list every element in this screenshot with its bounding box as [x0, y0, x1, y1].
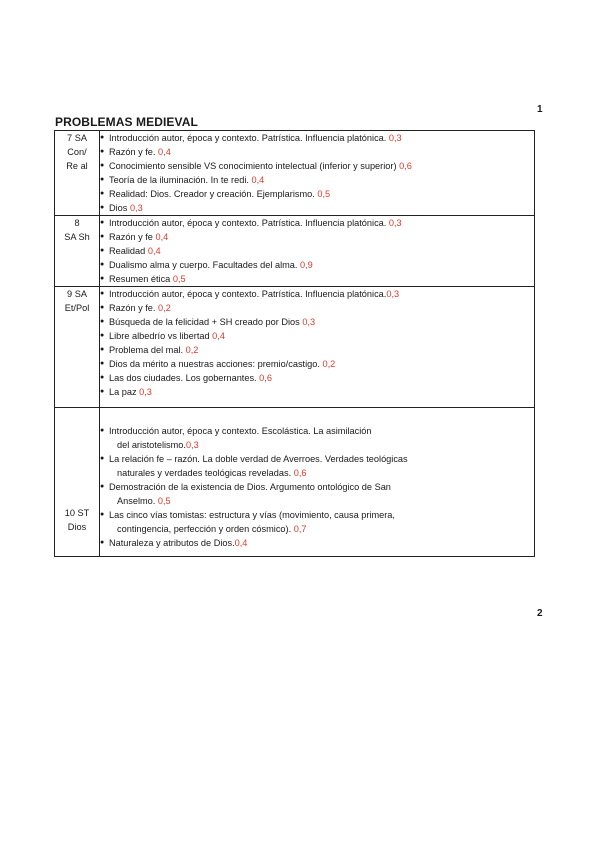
- item-score: 0,4: [212, 331, 225, 341]
- item-score: 0,4: [234, 538, 248, 548]
- list-item: [100, 173, 534, 187]
- item-text: La paz: [109, 387, 140, 397]
- row-label-line: 7 SA: [67, 133, 87, 143]
- list-item: [100, 201, 534, 215]
- list-item: [100, 258, 534, 272]
- item-text: Introducción autor, época y contexto. Patrística. Influencia platónica.: [109, 133, 389, 143]
- topic-list: [100, 424, 534, 550]
- item-score: 0,4: [158, 147, 171, 157]
- row-label-line: Et/Pol: [64, 303, 90, 313]
- page-number: 2: [537, 608, 543, 619]
- item-text: Dualismo alma y cuerpo. Facultades del alma.: [109, 260, 300, 270]
- list-item: [100, 357, 534, 371]
- list-item: [100, 131, 534, 145]
- item-text: Búsqueda de la felicidad + SH creado por Dios: [109, 317, 303, 327]
- item-text: La relación fe – razón. La doble verdad de Averroes. Verdades teológicas: [109, 454, 408, 464]
- row-label: [55, 287, 100, 408]
- topics-table: [54, 130, 535, 557]
- item-score: 0,6: [259, 373, 272, 383]
- item-score: 0,5: [157, 496, 171, 506]
- item-score: 0,6: [293, 468, 307, 478]
- list-item: [100, 159, 534, 173]
- topic-list: [100, 131, 534, 215]
- row-label-line: SA Sh: [64, 232, 90, 242]
- item-score: 0,3: [386, 289, 400, 299]
- table-row: [55, 216, 535, 287]
- item-text: Razón y fe.: [109, 147, 159, 157]
- item-score: 0,3: [185, 440, 199, 450]
- row-label: [55, 408, 100, 557]
- list-item: [100, 508, 534, 536]
- item-text: Libre albedrío vs libertad: [109, 331, 213, 341]
- item-text: Naturaleza y atributos de Dios.: [109, 538, 235, 548]
- row-label-line: Dios: [67, 522, 87, 532]
- item-text: Dios: [109, 203, 130, 213]
- row-label: [55, 131, 100, 216]
- row-content: [100, 287, 535, 408]
- item-score: 0,4: [147, 246, 161, 256]
- item-text: Demostración de la existencia de Dios. Argumento ontológico de San: [109, 482, 391, 492]
- item-score: 0,7: [293, 524, 307, 534]
- list-item: [100, 343, 534, 357]
- row-label-line: Con/: [67, 147, 87, 157]
- item-text: Conocimiento sensible VS conocimiento intelectual (inferior y superior): [109, 161, 400, 171]
- topic-list: [100, 287, 534, 399]
- list-item: [100, 385, 534, 399]
- item-text: Teoría de la iluminación. In te redi.: [109, 175, 252, 185]
- item-score: 0,5: [317, 189, 331, 199]
- list-item: [100, 424, 534, 452]
- item-score: 0,9: [299, 260, 313, 270]
- topic-list: [100, 216, 534, 286]
- item-score: 0,3: [388, 133, 402, 143]
- item-score: 0,4: [155, 232, 169, 242]
- item-text: Las cinco vías tomistas: estructura y vías (movimiento, causa primera,: [109, 510, 395, 520]
- item-score: 0,2: [322, 359, 336, 369]
- page-title: PROBLEMAS MEDIEVAL: [55, 115, 198, 129]
- item-score: 0,3: [139, 387, 152, 397]
- list-item: [100, 216, 534, 230]
- item-text: Problema del mal.: [109, 345, 186, 355]
- item-score: 0,3: [129, 203, 143, 213]
- item-text: Las dos ciudades. Los gobernantes.: [109, 373, 260, 383]
- item-text: Razón y fe: [109, 232, 156, 242]
- list-item: [100, 536, 534, 550]
- row-label-line: 8: [74, 218, 80, 228]
- list-item: [100, 272, 534, 286]
- item-text: Introducción autor, época y contexto. Patrística. Influencia platónica.: [109, 218, 389, 228]
- item-score: 0,4: [251, 175, 265, 185]
- list-item: [100, 480, 534, 508]
- item-text: Resumen ética: [109, 274, 173, 284]
- row-content: [100, 131, 535, 216]
- item-score: 0,3: [388, 218, 402, 228]
- list-item: [100, 187, 534, 201]
- item-text: del aristotelismo.: [117, 440, 186, 450]
- list-item: [100, 301, 534, 315]
- row-content: [100, 408, 535, 557]
- item-text: Introducción autor, época y contexto. Patrística. Influencia platónica.: [109, 289, 387, 299]
- item-text: Anselmo.: [117, 496, 158, 506]
- row-label-line: 9 SA: [67, 289, 87, 299]
- list-item: [100, 244, 534, 258]
- item-text: Introducción autor, época y contexto. Escolástica. La asimilación: [109, 426, 372, 436]
- list-item: [100, 329, 534, 343]
- row-label-line: Re al: [66, 161, 88, 171]
- table-row: [55, 408, 535, 557]
- list-item: [100, 371, 534, 385]
- list-item: [100, 452, 534, 480]
- table-row: [55, 287, 535, 408]
- item-score: 0,2: [158, 303, 171, 313]
- row-content: [100, 216, 535, 287]
- list-item: [100, 145, 534, 159]
- table-row: [55, 131, 535, 216]
- item-score: 0,3: [302, 317, 316, 327]
- item-text: Realidad: Dios. Creador y creación. Ejemplarismo.: [109, 189, 318, 199]
- item-text: Realidad: [109, 246, 148, 256]
- list-item: [100, 287, 534, 301]
- row-label: [55, 216, 100, 287]
- item-text: naturales y verdades teológicas reveladas.: [117, 468, 294, 478]
- item-score: 0,2: [185, 345, 199, 355]
- page-number: 1: [537, 104, 543, 115]
- list-item: [100, 230, 534, 244]
- item-text: contingencia, perfección y orden cósmico).: [117, 524, 294, 534]
- row-label-line: 10 ST: [64, 508, 90, 518]
- item-text: Razón y fe.: [109, 303, 159, 313]
- list-item: [100, 315, 534, 329]
- item-score: 0,6: [399, 161, 412, 171]
- item-text: Dios da mérito a nuestras acciones: premio/castigo.: [109, 359, 323, 369]
- item-score: 0,5: [172, 274, 186, 284]
